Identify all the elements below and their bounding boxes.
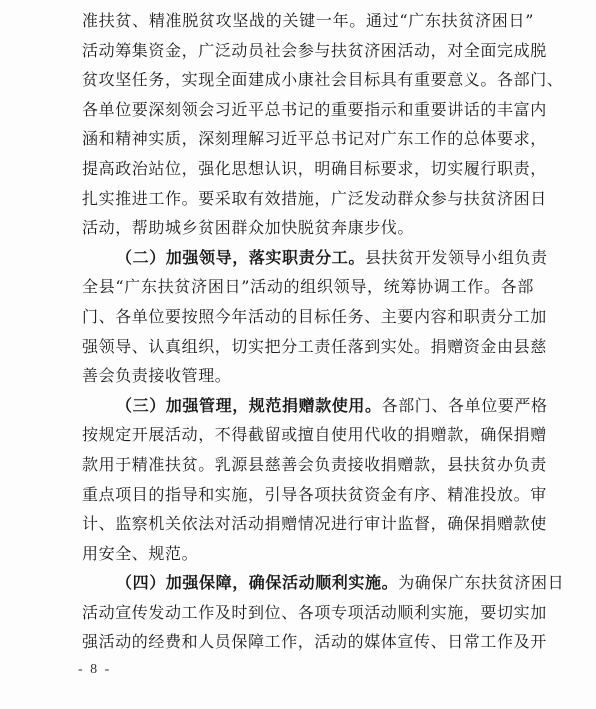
text-line (82, 627, 547, 657)
section-heading: （四）加强保障，确保活动顺利实施。 (116, 573, 399, 593)
line-text: 涵和精神实质，深刻理解习近平总书记对广东工作的总体要求， (82, 129, 547, 149)
text-line (82, 184, 547, 214)
line-text: 款用于精准扶贫。乳源县慈善会负责接收捐赠款，县扶贫办负责 (82, 454, 547, 474)
line-text: 按规定开展活动，不得截留或擅自使用代收的捐赠款，确保捐赠 (82, 425, 547, 445)
text-line (82, 36, 547, 66)
text-line (82, 213, 534, 243)
line-text: 强领导、认真组织，切实把分工责任落到实处。捐赠资金由县慈 (82, 336, 547, 356)
text-line (82, 124, 547, 154)
document-body (82, 6, 565, 657)
text-line (82, 568, 565, 598)
page-number: - 8 - (78, 662, 112, 677)
line-text: 各部门、各单位要严格 (381, 395, 548, 415)
line-text: 贫攻坚任务，实现全面建成小康社会目标具有重要意义。各部门、 (82, 70, 564, 90)
line-text: 县扶贫开发领导小组负责 (365, 247, 548, 267)
text-line (82, 391, 548, 421)
text-line (82, 420, 547, 450)
line-text: 各单位要深刻领会习近平总书记的重要指示和重要讲话的丰富内 (82, 99, 547, 119)
section-heading: （二）加强领导，落实职责分工。 (116, 247, 366, 267)
text-line (82, 598, 547, 628)
line-text: 扎实推进工作。要采取有效措施，广泛发动群众参与扶贫济困日 (82, 188, 547, 208)
text-line (82, 361, 534, 391)
text-line (82, 6, 534, 36)
line-text: 善会负责接收管理。 (82, 366, 232, 386)
line-text: 活动宣传发动工作及时到位、各项专项活动顺利实施，要切实加 (82, 602, 547, 622)
text-line (82, 243, 548, 273)
text-line (82, 509, 547, 539)
line-text: 门、各单位要按照今年活动的目标任务、主要内容和职责分工加 (82, 306, 547, 326)
text-line (82, 272, 534, 302)
line-text: 为确保广东扶贫济困日 (398, 573, 565, 593)
text-line (82, 95, 547, 125)
line-text: 提高政治站位，强化思想认识，明确目标要求，切实履行职责， (82, 158, 547, 178)
text-line (82, 154, 547, 184)
text-line (82, 302, 547, 332)
line-text: 强活动的经费和人员保障工作，活动的媒体宣传、日常工作及开 (82, 632, 547, 652)
text-line (82, 65, 564, 95)
line-text: 重点项目的指导和实施，引导各项扶贫资金有序、精准投放。审 (82, 484, 547, 504)
text-line (82, 332, 547, 362)
line-text: 计、监察机关依法对活动捐赠情况进行审计监督，确保捐赠款使 (82, 514, 547, 534)
line-text: 全县“广东扶贫济困日”活动的组织领导，统筹协调工作。各部 (82, 277, 534, 297)
text-line (82, 480, 547, 510)
text-line (82, 539, 534, 569)
line-text: 活动筹集资金，广泛动员社会参与扶贫济困活动，对全面完成脱 (82, 40, 547, 60)
line-text: 准扶贫、精准脱贫攻坚战的关键一年。通过“广东扶贫济困日” (82, 11, 534, 30)
line-text: 活动，帮助城乡贫困群众加快脱贫奔康步伐。 (82, 218, 415, 238)
section-heading: （三）加强管理，规范捐赠款使用。 (116, 395, 382, 415)
line-text: 用安全、规范。 (82, 543, 199, 563)
text-line (82, 450, 547, 480)
